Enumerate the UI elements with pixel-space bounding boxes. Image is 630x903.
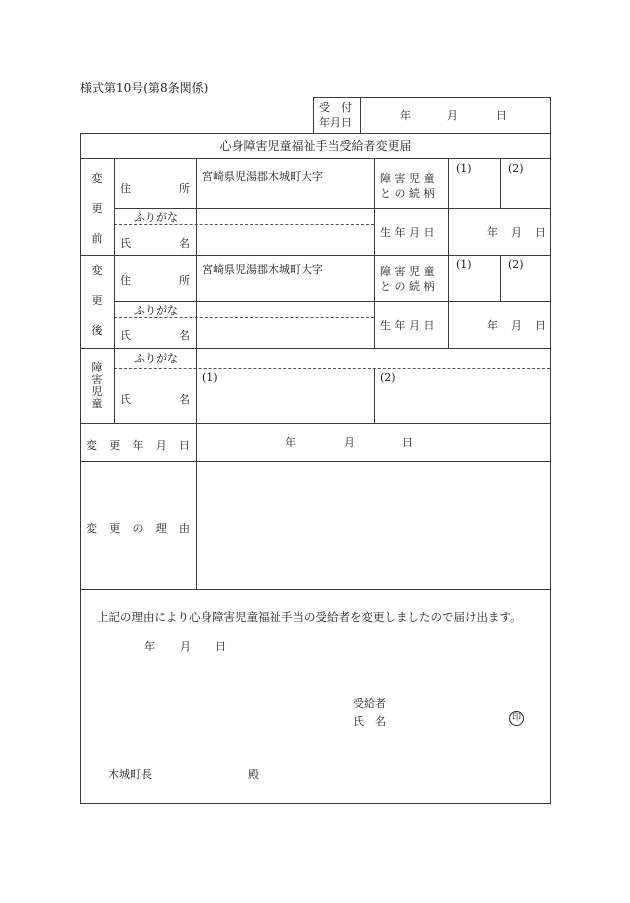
recipient-name-field[interactable] (392, 709, 502, 727)
before-birth-day[interactable]: 日 (535, 226, 546, 239)
child-furigana-label: ふりがな (134, 352, 178, 365)
child-name-field-2[interactable]: (2) (380, 371, 396, 384)
honorific: 殿 (248, 768, 259, 781)
receipt-day[interactable]: 日 (496, 109, 507, 122)
before-birth-month[interactable]: 月 (511, 226, 522, 239)
change-date-day[interactable]: 日 (402, 436, 413, 449)
after-birth-day[interactable]: 日 (535, 319, 546, 332)
declaration-month[interactable]: 月 (180, 640, 191, 653)
form-title: 心身障害児童福祉手当受給者変更届 (219, 139, 412, 153)
child-name-label: 氏 名 (120, 393, 190, 406)
child-section-label: 障 害 児 童 (91, 361, 103, 410)
form-number: 様式第10号(第8条関係) (80, 81, 209, 95)
after-section-label: 変 更 後 (91, 264, 103, 337)
after-relation-field-1[interactable]: (1) (456, 258, 472, 271)
before-birth-label: 生 年 月 日 (380, 226, 435, 239)
before-name-label: 氏 名 (120, 237, 190, 250)
declaration-day[interactable]: 日 (215, 640, 226, 653)
before-relation-label: 障 害 児 童 と の 続 柄 (380, 172, 435, 200)
after-relation-label: 障 害 児 童 と の 続 柄 (380, 265, 435, 293)
before-furigana-field[interactable] (197, 209, 373, 224)
receipt-month[interactable]: 月 (447, 109, 458, 122)
child-furigana-field[interactable] (197, 349, 550, 368)
receipt-label-line1: 受 付 (319, 101, 352, 114)
child-name-field-1[interactable]: (1) (202, 371, 218, 384)
receipt-year[interactable]: 年 (400, 109, 411, 122)
change-date-month[interactable]: 月 (344, 436, 355, 449)
after-name-field[interactable] (197, 318, 373, 348)
receipt-label-line2: 年月日 (319, 116, 352, 129)
declaration-year[interactable]: 年 (144, 640, 155, 653)
before-relation-field-2[interactable]: (2) (508, 162, 524, 175)
before-relation-field-1[interactable]: (1) (456, 162, 472, 175)
after-birth-month[interactable]: 月 (511, 319, 522, 332)
change-date-year[interactable]: 年 (285, 436, 296, 449)
after-address-field[interactable]: 宮崎県児湯郡木城町大字 (202, 263, 323, 276)
seal-mark: 印 (509, 711, 524, 726)
before-name-field[interactable] (197, 225, 373, 255)
recipient-label: 受給者 (353, 697, 386, 710)
after-furigana-label: ふりがな (134, 304, 178, 317)
before-address-field[interactable]: 宮崎県児湯郡木城町大字 (202, 170, 323, 183)
change-date-label: 変 更 年 月 日 (86, 439, 190, 452)
addressee: 木城町長 (108, 768, 152, 781)
after-furigana-field[interactable] (197, 302, 373, 317)
before-address-label: 住 所 (120, 182, 190, 195)
recipient-name-label: 氏 名 (353, 715, 386, 728)
before-section-label: 変 更 前 (91, 172, 103, 245)
after-birth-year[interactable]: 年 (487, 319, 498, 332)
after-address-label: 住 所 (120, 274, 190, 287)
after-relation-field-2[interactable]: (2) (508, 258, 524, 271)
before-furigana-label: ふりがな (134, 211, 178, 224)
before-birth-year[interactable]: 年 (487, 226, 498, 239)
change-reason-field[interactable] (197, 462, 550, 589)
change-reason-label: 変 更 の 理 由 (86, 522, 190, 535)
after-birth-label: 生 年 月 日 (380, 319, 435, 332)
after-name-label: 氏 名 (120, 329, 190, 342)
declaration-statement: 上記の理由により心身障害児童福祉手当の受給者を変更しましたので届け出ます。 (97, 610, 522, 624)
